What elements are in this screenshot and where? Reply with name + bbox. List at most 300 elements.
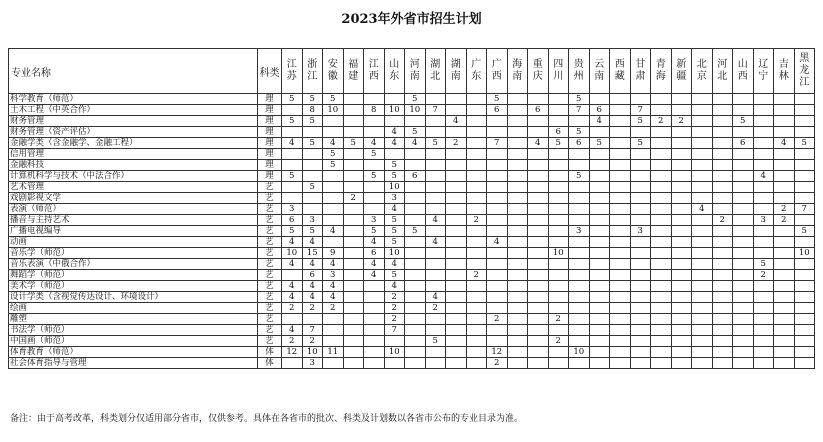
- quota-cell: [528, 127, 549, 138]
- quota-cell: [733, 303, 754, 314]
- province-label: 湖南: [450, 59, 461, 82]
- quota-cell: [630, 237, 651, 248]
- major-name-cell: 动画: [9, 237, 258, 248]
- quota-cell: [384, 116, 405, 127]
- quota-cell: [753, 116, 774, 127]
- province-label: 湖北: [430, 59, 441, 82]
- quota-cell: 5: [323, 160, 344, 171]
- quota-cell: 2: [548, 336, 569, 347]
- quota-cell: [343, 259, 364, 270]
- quota-cell: [753, 94, 774, 105]
- quota-cell: [589, 149, 610, 160]
- quota-cell: [446, 248, 467, 259]
- quota-cell: [753, 105, 774, 116]
- quota-cell: [671, 281, 692, 292]
- quota-cell: [487, 281, 508, 292]
- quota-cell: 4: [282, 325, 303, 336]
- quota-cell: [630, 193, 651, 204]
- quota-cell: [610, 259, 631, 270]
- major-name-cell: 音乐表演（中俄合作）: [9, 259, 258, 270]
- quota-cell: [774, 303, 795, 314]
- quota-cell: [446, 237, 467, 248]
- quota-cell: [671, 204, 692, 215]
- quota-cell: [466, 358, 487, 369]
- quota-cell: 4: [282, 237, 303, 248]
- page-title: 2023年外省市招生计划: [341, 12, 482, 27]
- quota-cell: [794, 325, 815, 336]
- quota-cell: [466, 259, 487, 270]
- quota-cell: [425, 127, 446, 138]
- quota-cell: [548, 303, 569, 314]
- category-cell: 理: [258, 160, 282, 171]
- quota-cell: [446, 193, 467, 204]
- quota-cell: [712, 204, 733, 215]
- quota-cell: 6: [282, 215, 303, 226]
- quota-cell: [425, 171, 446, 182]
- quota-cell: [466, 182, 487, 193]
- quota-cell: 3: [323, 270, 344, 281]
- category-cell: 理: [258, 94, 282, 105]
- quota-cell: [446, 314, 467, 325]
- quota-cell: [671, 358, 692, 369]
- province-label: 广东: [471, 59, 482, 82]
- quota-cell: [589, 171, 610, 182]
- quota-cell: [630, 303, 651, 314]
- quota-cell: [548, 116, 569, 127]
- quota-cell: [794, 94, 815, 105]
- category-cell: 艺: [258, 270, 282, 281]
- quota-cell: [466, 105, 487, 116]
- quota-cell: 5: [384, 215, 405, 226]
- quota-cell: [282, 182, 303, 193]
- quota-cell: [282, 149, 303, 160]
- quota-cell: [630, 336, 651, 347]
- quota-cell: [630, 270, 651, 281]
- quota-cell: 4: [364, 138, 385, 149]
- quota-cell: [302, 160, 323, 171]
- quota-cell: [425, 204, 446, 215]
- quota-cell: [323, 116, 344, 127]
- quota-cell: [548, 259, 569, 270]
- quota-cell: 4: [364, 270, 385, 281]
- quota-cell: [589, 358, 610, 369]
- province-label: 浙江: [307, 59, 318, 82]
- quota-cell: [405, 281, 426, 292]
- quota-cell: [466, 347, 487, 358]
- quota-cell: 4: [323, 138, 344, 149]
- quota-cell: [753, 347, 774, 358]
- quota-cell: [589, 259, 610, 270]
- province-label: 贵州: [573, 59, 584, 82]
- quota-cell: [712, 226, 733, 237]
- quota-cell: [733, 325, 754, 336]
- column-header-province: [282, 49, 303, 94]
- quota-cell: 5: [425, 336, 446, 347]
- category-cell: 艺: [258, 314, 282, 325]
- quota-cell: [323, 182, 344, 193]
- quota-cell: [692, 303, 713, 314]
- quota-cell: [569, 215, 590, 226]
- quota-cell: [651, 281, 672, 292]
- quota-cell: [651, 149, 672, 160]
- quota-cell: [343, 171, 364, 182]
- major-name-cell: 播音与主持艺术: [9, 215, 258, 226]
- quota-cell: 2: [384, 303, 405, 314]
- quota-cell: [733, 182, 754, 193]
- quota-cell: [712, 237, 733, 248]
- quota-cell: [651, 325, 672, 336]
- column-header-province: [343, 49, 364, 94]
- quota-cell: [610, 248, 631, 259]
- major-name-cell: 体育教育（师范）: [9, 347, 258, 358]
- table-row: [9, 248, 815, 259]
- quota-cell: [528, 94, 549, 105]
- province-label: 安徽: [327, 59, 338, 82]
- quota-cell: [446, 281, 467, 292]
- quota-cell: 5: [282, 226, 303, 237]
- quota-cell: 4: [487, 237, 508, 248]
- quota-cell: [507, 259, 528, 270]
- quota-cell: 4: [323, 226, 344, 237]
- quota-cell: [753, 292, 774, 303]
- quota-cell: [507, 138, 528, 149]
- quota-cell: [466, 138, 487, 149]
- quota-cell: 6: [569, 138, 590, 149]
- quota-cell: 5: [282, 94, 303, 105]
- quota-cell: 5: [282, 171, 303, 182]
- quota-cell: [528, 303, 549, 314]
- quota-cell: [343, 281, 364, 292]
- quota-cell: [692, 215, 713, 226]
- quota-cell: 5: [487, 94, 508, 105]
- quota-cell: [364, 303, 385, 314]
- quota-cell: [610, 325, 631, 336]
- table-row: [9, 237, 815, 248]
- quota-cell: [323, 171, 344, 182]
- quota-cell: 12: [487, 347, 508, 358]
- quota-cell: [692, 358, 713, 369]
- quota-cell: [487, 149, 508, 160]
- quota-cell: 5: [384, 160, 405, 171]
- category-cell: 艺: [258, 248, 282, 259]
- table-body: [9, 94, 815, 369]
- quota-cell: [753, 303, 774, 314]
- quota-cell: [651, 138, 672, 149]
- quota-cell: 12: [282, 347, 303, 358]
- quota-cell: [548, 325, 569, 336]
- province-label: 山西: [737, 59, 748, 82]
- quota-cell: [671, 105, 692, 116]
- quota-cell: [794, 215, 815, 226]
- quota-cell: [569, 116, 590, 127]
- table-row: [9, 303, 815, 314]
- quota-cell: [446, 347, 467, 358]
- quota-cell: [425, 314, 446, 325]
- table-row: [9, 259, 815, 270]
- quota-cell: [692, 116, 713, 127]
- quota-cell: [774, 149, 795, 160]
- quota-cell: [794, 358, 815, 369]
- quota-cell: [610, 105, 631, 116]
- quota-cell: [712, 182, 733, 193]
- quota-cell: 15: [302, 248, 323, 259]
- quota-cell: [610, 204, 631, 215]
- quota-cell: [528, 215, 549, 226]
- table-row: [9, 182, 815, 193]
- quota-cell: [466, 237, 487, 248]
- quota-cell: [282, 127, 303, 138]
- quota-cell: 5: [405, 127, 426, 138]
- major-name-cell: 土木工程（中英合作）: [9, 105, 258, 116]
- quota-cell: [425, 226, 446, 237]
- quota-cell: [425, 358, 446, 369]
- quota-cell: 7: [302, 325, 323, 336]
- quota-cell: [548, 105, 569, 116]
- quota-cell: [548, 292, 569, 303]
- quota-cell: [692, 325, 713, 336]
- quota-cell: [528, 171, 549, 182]
- quota-cell: [692, 138, 713, 149]
- quota-cell: [343, 215, 364, 226]
- quota-cell: [610, 303, 631, 314]
- category-cell: 艺: [258, 237, 282, 248]
- quota-cell: 6: [733, 138, 754, 149]
- quota-cell: [651, 358, 672, 369]
- quota-cell: 4: [425, 292, 446, 303]
- column-header-province: [548, 49, 569, 94]
- quota-cell: [610, 281, 631, 292]
- quota-cell: 4: [282, 281, 303, 292]
- quota-cell: [528, 193, 549, 204]
- quota-cell: [569, 259, 590, 270]
- quota-cell: [405, 193, 426, 204]
- province-label: 辽宁: [758, 59, 769, 82]
- quota-cell: [733, 358, 754, 369]
- quota-cell: [794, 347, 815, 358]
- quota-cell: 7: [630, 105, 651, 116]
- quota-cell: [446, 105, 467, 116]
- quota-cell: 4: [364, 259, 385, 270]
- quota-cell: [466, 303, 487, 314]
- quota-cell: 4: [302, 292, 323, 303]
- quota-cell: [712, 292, 733, 303]
- column-header-province: [528, 49, 549, 94]
- quota-cell: 6: [302, 270, 323, 281]
- quota-cell: [446, 215, 467, 226]
- quota-cell: [712, 138, 733, 149]
- quota-cell: 8: [302, 105, 323, 116]
- quota-cell: [630, 292, 651, 303]
- quota-cell: [507, 237, 528, 248]
- quota-cell: [343, 358, 364, 369]
- quota-cell: [323, 204, 344, 215]
- quota-cell: [405, 314, 426, 325]
- quota-cell: 4: [384, 138, 405, 149]
- quota-cell: [282, 193, 303, 204]
- quota-cell: [548, 193, 569, 204]
- quota-cell: [589, 237, 610, 248]
- quota-cell: 4: [323, 281, 344, 292]
- quota-cell: [610, 226, 631, 237]
- category-cell: 艺: [258, 182, 282, 193]
- quota-cell: [343, 149, 364, 160]
- quota-cell: 10: [405, 105, 426, 116]
- quota-cell: [507, 105, 528, 116]
- quota-cell: [671, 270, 692, 281]
- quota-cell: 4: [364, 237, 385, 248]
- quota-cell: [507, 94, 528, 105]
- quota-cell: [753, 325, 774, 336]
- quota-cell: 7: [384, 325, 405, 336]
- quota-cell: [774, 127, 795, 138]
- province-label: 四川: [553, 59, 564, 82]
- quota-cell: 3: [282, 204, 303, 215]
- province-label: 西藏: [614, 59, 625, 82]
- quota-cell: [712, 281, 733, 292]
- quota-cell: [487, 160, 508, 171]
- quota-cell: [774, 237, 795, 248]
- quota-cell: [610, 138, 631, 149]
- quota-cell: [364, 292, 385, 303]
- major-name-cell: 社会体育指导与管理: [9, 358, 258, 369]
- table-row: [9, 127, 815, 138]
- quota-cell: [548, 171, 569, 182]
- quota-cell: [774, 226, 795, 237]
- quota-cell: [323, 336, 344, 347]
- quota-cell: [630, 182, 651, 193]
- quota-cell: 2: [753, 270, 774, 281]
- quota-cell: [733, 347, 754, 358]
- column-header-province: [589, 49, 610, 94]
- category-cell: 体: [258, 358, 282, 369]
- quota-cell: [548, 237, 569, 248]
- quota-cell: [733, 226, 754, 237]
- quota-cell: [753, 193, 774, 204]
- quota-cell: [589, 127, 610, 138]
- major-name-cell: 计算机科学与技术（中法合作）: [9, 171, 258, 182]
- quota-cell: 2: [774, 204, 795, 215]
- quota-cell: [589, 182, 610, 193]
- quota-cell: [589, 226, 610, 237]
- quota-cell: [692, 127, 713, 138]
- quota-cell: [753, 204, 774, 215]
- category-cell: 理: [258, 171, 282, 182]
- quota-cell: [405, 270, 426, 281]
- quota-cell: [528, 160, 549, 171]
- quota-cell: [692, 226, 713, 237]
- quota-cell: [712, 116, 733, 127]
- province-label: 黑龙江: [799, 53, 810, 88]
- quota-cell: [405, 237, 426, 248]
- quota-cell: [487, 259, 508, 270]
- quota-cell: [671, 237, 692, 248]
- category-cell: 体: [258, 347, 282, 358]
- table-row: [9, 116, 815, 127]
- category-cell: 理: [258, 127, 282, 138]
- quota-cell: [487, 182, 508, 193]
- quota-cell: [548, 347, 569, 358]
- quota-cell: [507, 127, 528, 138]
- quota-cell: [712, 270, 733, 281]
- province-label: 福建: [348, 59, 359, 82]
- column-header-province: [651, 49, 672, 94]
- table-row: [9, 336, 815, 347]
- quota-cell: [733, 105, 754, 116]
- column-header-province: [405, 49, 426, 94]
- quota-cell: [507, 204, 528, 215]
- quota-cell: [487, 171, 508, 182]
- quota-cell: [630, 347, 651, 358]
- province-label: 河南: [409, 59, 420, 82]
- quota-cell: [774, 259, 795, 270]
- province-label: 重庆: [532, 59, 543, 82]
- quota-cell: [610, 347, 631, 358]
- quota-cell: [692, 105, 713, 116]
- quota-cell: [364, 347, 385, 358]
- quota-cell: [671, 303, 692, 314]
- quota-cell: [528, 204, 549, 215]
- quota-cell: [733, 171, 754, 182]
- quota-cell: [733, 204, 754, 215]
- quota-cell: [794, 259, 815, 270]
- quota-cell: [651, 237, 672, 248]
- quota-cell: [692, 314, 713, 325]
- quota-cell: [671, 127, 692, 138]
- province-label: 河北: [717, 59, 728, 82]
- table-row: [9, 160, 815, 171]
- quota-cell: [651, 94, 672, 105]
- quota-cell: 5: [384, 237, 405, 248]
- column-header-province: [323, 49, 344, 94]
- quota-cell: [405, 160, 426, 171]
- quota-cell: [794, 127, 815, 138]
- quota-cell: [794, 171, 815, 182]
- quota-cell: [487, 127, 508, 138]
- quota-cell: 6: [548, 127, 569, 138]
- column-header-province: [569, 49, 590, 94]
- quota-cell: 5: [302, 226, 323, 237]
- quota-cell: [630, 358, 651, 369]
- quota-cell: [466, 325, 487, 336]
- quota-cell: [507, 347, 528, 358]
- quota-cell: [589, 160, 610, 171]
- quota-cell: [528, 281, 549, 292]
- table-row: [9, 171, 815, 182]
- quota-cell: [589, 204, 610, 215]
- table-row: [9, 94, 815, 105]
- quota-cell: [733, 193, 754, 204]
- quota-cell: [794, 116, 815, 127]
- quota-cell: [774, 270, 795, 281]
- quota-cell: [610, 127, 631, 138]
- quota-cell: [774, 160, 795, 171]
- quota-cell: [671, 182, 692, 193]
- province-label: 青海: [655, 59, 666, 82]
- quota-cell: [323, 314, 344, 325]
- column-header-province: [507, 49, 528, 94]
- major-name-cell: 艺术管理: [9, 182, 258, 193]
- quota-cell: [528, 259, 549, 270]
- quota-cell: [446, 171, 467, 182]
- quota-cell: 4: [302, 237, 323, 248]
- quota-cell: [528, 116, 549, 127]
- quota-cell: [651, 314, 672, 325]
- category-cell: 艺: [258, 292, 282, 303]
- quota-cell: [753, 281, 774, 292]
- quota-cell: [630, 325, 651, 336]
- quota-cell: [651, 292, 672, 303]
- quota-cell: [774, 358, 795, 369]
